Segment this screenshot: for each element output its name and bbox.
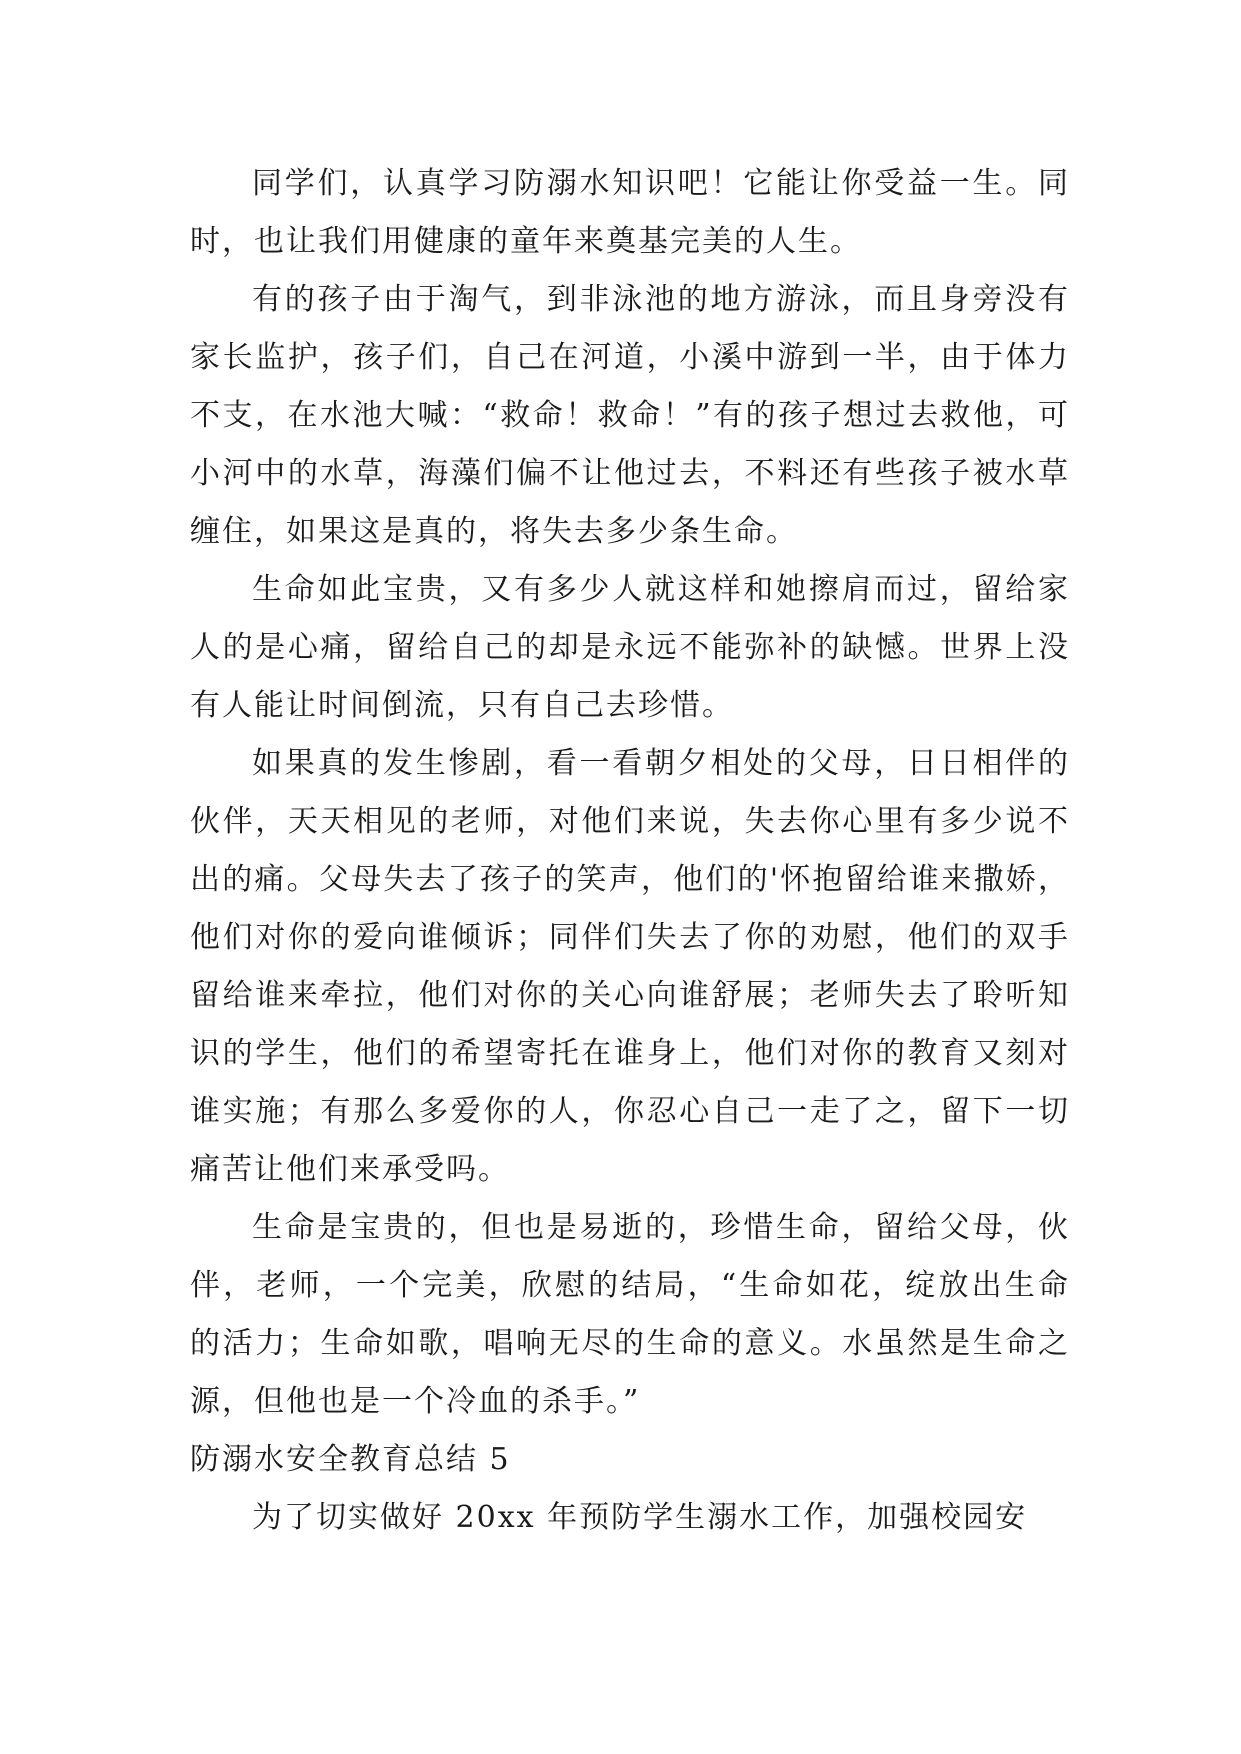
paragraph-4: 如果真的发生惨剧，看一看朝夕相处的父母，日日相伴的伙伴，天天相见的老师，对他们来说，失去你心里有多少说不出的痛。父母失去了孩子的笑声，他们的'怀抱留给谁来撒娇，他们对你的爱向谁倾诉；同伴们失去了你的劝慰，他们的双手留给谁来牵拉，他们对你的关心向谁舒展；老师失去了聆听知识的学生，他们的希望寄托在谁身上，他们对你的教育又刻对谁实施；有那么多爱你的人，你忍心自己一走了之，留下一切痛苦让他们来承受吗。: [190, 746, 1070, 1187]
paragraph-5: 生命是宝贵的，但也是易逝的，珍惜生命，留给父母，伙伴，老师，一个完美，欣慰的结局，“生命如花，绽放出生命的活力；生命如歌，唱响无尽的生命的意义。水虽然是生命之源，但他也是一个冷血的杀手。”: [190, 1210, 1070, 1419]
paragraph-1: 同学们，认真学习防溺水知识吧！它能让你受益一生。同时，也让我们用健康的童年来奠基完美的人生。: [190, 166, 1070, 259]
document-body: [190, 155, 1070, 1547]
paragraph-2: 有的孩子由于淘气，到非泳池的地方游泳，而且身旁没有家长监护，孩子们，自己在河道，小溪中游到一半，由于体力不支，在水池大喊：“救命！救命！”有的孩子想过去救他，可小河中的水草，海藻们偏不让他过去，不料还有些孩子被水草缠住，如果这是真的，将失去多少条生命。: [190, 282, 1070, 549]
section-heading: 防溺水安全教育总结 5: [190, 1442, 511, 1477]
section-paragraph: 为了切实做好 20xx 年预防学生溺水工作，加强校园安: [252, 1500, 1028, 1535]
paragraph-3: 生命如此宝贵，又有多少人就这样和她擦肩而过，留给家人的是心痛，留给自己的却是永远不能弥补的缺憾。世界上没有人能让时间倒流，只有自己去珍惜。: [190, 572, 1070, 723]
